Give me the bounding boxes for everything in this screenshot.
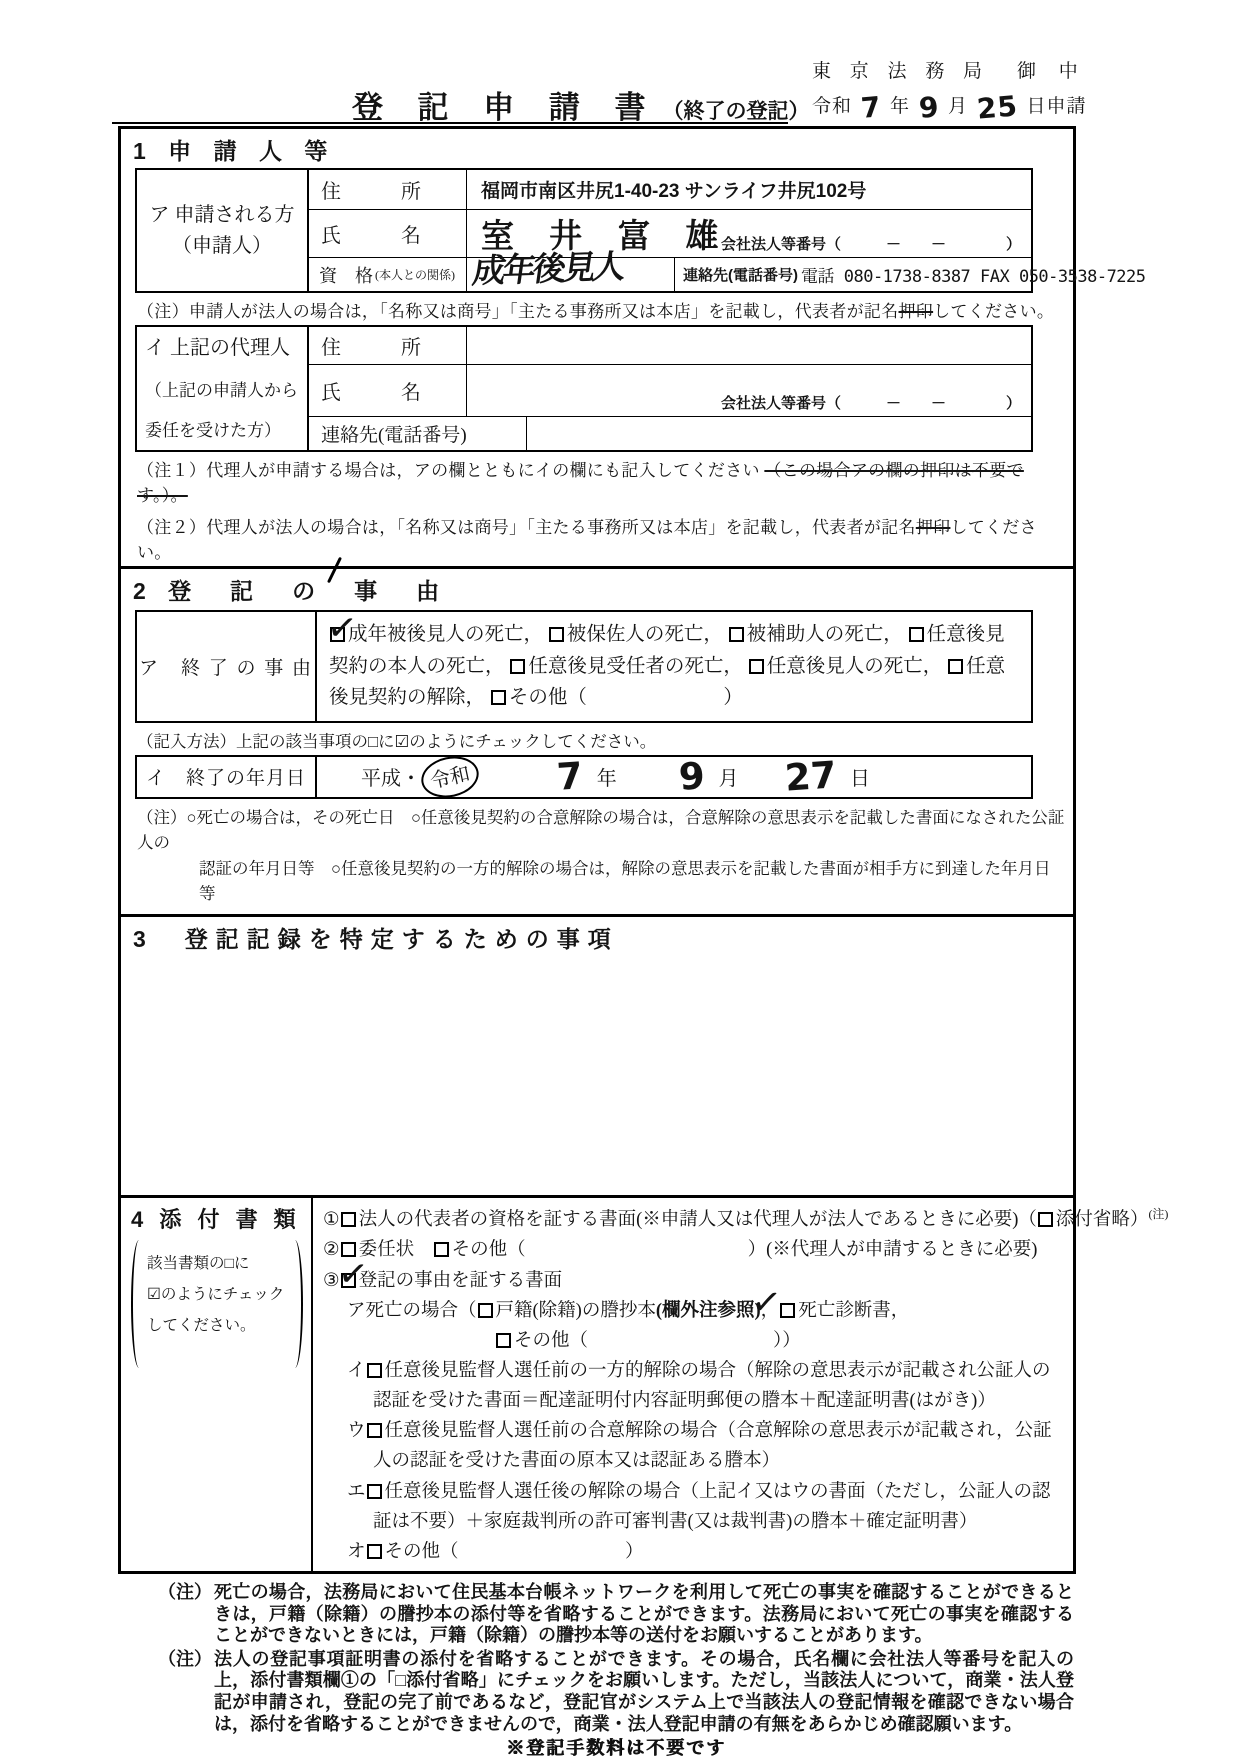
checkbox-sub-a-other[interactable] bbox=[496, 1333, 511, 1348]
fee-exemption-note: ※登記手数料は不要です bbox=[506, 1738, 726, 1759]
section2-registration-reason bbox=[121, 566, 1073, 914]
checkbox-attachment-other[interactable] bbox=[367, 1544, 382, 1559]
footer-note-2-text: 法人の登記事項証明書の添付を省略することができます。その場合，氏名欄に会社法人等番号を記入の上，添付書類欄①の「□添付省略」にチェックをお願いします。ただし，当該法人について，商業・法人登記が申請され，登記の完了前であるなど，登記官がシステム上で当該法人の登記情報を確認できない場合は，添付を省略することができませんので，商業・法人登記申請の有無をあらかじめ確認願います。 bbox=[214, 1648, 1074, 1734]
applicant-contact-field bbox=[675, 258, 1146, 291]
applicant-row-label bbox=[137, 170, 309, 291]
date-month-handwritten: 9 bbox=[917, 90, 941, 125]
date-year-unit: 年 bbox=[890, 96, 911, 117]
agent-row-label bbox=[137, 327, 309, 450]
agent-name-row bbox=[309, 364, 1031, 416]
agent-contact-row bbox=[309, 416, 1031, 450]
checkbox-proof-of-registration-reason[interactable] bbox=[341, 1273, 356, 1288]
contact-phone-fax-value: 電話 080-1738-8387 FAX 050-3538-7225 bbox=[801, 267, 1146, 287]
form-body bbox=[118, 126, 1169, 1574]
attachment-sub-a: ア死亡の場合（ 戸籍(除籍)の謄抄本(欄外注参照)， ✓ 死亡診断書， bbox=[323, 1296, 1065, 1326]
agent-contact-value-empty bbox=[527, 417, 1031, 450]
checkbox-reason-other[interactable] bbox=[491, 690, 506, 705]
struck-text: （この場合アの欄の押印は不要です。）。 bbox=[137, 461, 1024, 505]
office-line bbox=[812, 56, 1232, 83]
header-right-block bbox=[812, 56, 1232, 124]
section2-note-line1: （注）○死亡の場合は，その死亡日 ○任意後見契約の合意解除の場合は，合意解除の意思表示を記載した書面になされた公証人の bbox=[137, 807, 1065, 853]
corporate-number-label: 会社法人等番号（ － － ） bbox=[720, 236, 1021, 253]
section1-applicants bbox=[121, 129, 1146, 566]
applicant-qualification-row bbox=[309, 246, 1146, 291]
attachment-item-1: ① 法人の代表者の資格を証する書面(※申請人又は代理人が法人であるときに必要)（ 添付省略）$^{(注)}$ bbox=[323, 1207, 1169, 1231]
checkbox-family-register-copy[interactable] bbox=[478, 1303, 493, 1318]
applicant-address-row bbox=[309, 170, 1031, 209]
page-title bbox=[352, 82, 809, 127]
address-label: 住 所 bbox=[309, 170, 467, 209]
side-instruction-line1: 該当書類の□に bbox=[147, 1255, 250, 1273]
applicant-label-line1: ア 申請される方 bbox=[149, 203, 295, 226]
applicant-address-value: 福岡市南区井尻1-40-23 サンライフ井尻102号 bbox=[481, 181, 867, 202]
checkbox-item2-other[interactable] bbox=[434, 1242, 449, 1257]
checkbox-contract-cancellation[interactable] bbox=[948, 659, 963, 674]
section4-left-column bbox=[121, 1198, 311, 1571]
attachment-items bbox=[311, 1198, 1169, 1571]
checkbox-person-under-curatorship-death[interactable] bbox=[549, 627, 564, 642]
checkbox-voluntary-guardianship-principal-death[interactable] bbox=[909, 627, 924, 642]
footer-note-1-text: 死亡の場合，法務局において住民基本台帳ネットワークを利用して死亡の事実を確認することができるときは，戸籍（除籍）の謄抄本の添付等を省略することができます。法務局において死亡の事実を確認することができないときには，戸籍（除籍）の謄抄本等の送付をお願いすることがあります。 bbox=[214, 1582, 1074, 1646]
termination-month-handwritten: 9 bbox=[677, 754, 706, 799]
era-option-heisei: 平成・ bbox=[361, 768, 421, 791]
agent-label-line2: （上記の申請人から bbox=[145, 380, 298, 400]
left-paren-drawing bbox=[131, 1240, 147, 1368]
termination-date-label: イ 終了の年月日 bbox=[137, 757, 317, 797]
year-unit: 年 bbox=[596, 768, 617, 791]
date-year-handwritten: 7 bbox=[859, 90, 883, 125]
checkbox-voluntary-guardian-designate-death[interactable] bbox=[510, 659, 525, 674]
agent-note-2: （注２）代理人が法人の場合は，「名称又は商号」「主たる事務所又は本店」を記載し，代表者が記名押印してください。 bbox=[137, 518, 1037, 562]
attachment-sub-i: イ 任意後見監督人選任前の一方的解除の場合（解除の意思表示が記載され公証人の認証を受けた書面＝配達証明付内容証明郵便の謄本＋配達証明書(はがき)） bbox=[347, 1361, 1051, 1412]
applicant-name-row bbox=[309, 209, 1031, 257]
footer-note-1-label: （注） bbox=[158, 1582, 212, 1602]
checkbox-voluntary-guardian-death[interactable] bbox=[749, 659, 764, 674]
date-month-unit: 月 bbox=[948, 96, 969, 117]
footer-notes bbox=[158, 1582, 1074, 1760]
termination-date-table bbox=[135, 755, 1033, 799]
checkbox-person-under-assistance-death[interactable] bbox=[729, 627, 744, 642]
agent-note-1: （注１）代理人が申請する場合は，アの欄とともにイの欄にも記入してください （この場合アの欄の押印は不要です。）。 bbox=[137, 461, 1024, 505]
qualification-label: 資 格 (本人との関係) bbox=[309, 258, 467, 291]
agent-label-line1: イ 上記の代理人 bbox=[145, 337, 290, 359]
agent-contact-label: 連絡先(電話番号) bbox=[309, 417, 527, 450]
qualification-sublabel: (本人との関係) bbox=[375, 268, 455, 282]
agent-table bbox=[135, 325, 1033, 452]
checkbox-cancellation-after-supervisor[interactable] bbox=[367, 1484, 382, 1499]
application-date bbox=[812, 91, 1232, 124]
termination-reason-options: ✓成年被後見人の死亡， 被保佐人の死亡， 被補助人の死亡， 任意後見契約の本人の死亡， 任意後見受任者の死亡， 任意後見人の死亡， 任意後見契約の解除， その他（ ） bbox=[317, 612, 1031, 721]
side-instruction-line2: ☑のようにチェック bbox=[147, 1286, 285, 1304]
struck-text: 押印 bbox=[915, 518, 951, 537]
section2-note-line2: 認証の年月日等 ○任意後見契約の一方的解除の場合は，解除の意思表示を記載した書面が相手方に到達した年月日等 bbox=[199, 858, 1051, 904]
form-title: 登 記 申 請 書 bbox=[352, 90, 659, 125]
section2-note bbox=[121, 799, 1073, 914]
section3-heading: 3 登記記録を特定するための事項 bbox=[133, 925, 619, 952]
checkbox-death-certificate[interactable] bbox=[780, 1303, 795, 1318]
struck-text: 押印 bbox=[898, 302, 934, 321]
applicant-name-value: 室 井 富 雄 bbox=[481, 217, 732, 254]
section1-heading: 1 申 請 人 等 bbox=[133, 138, 336, 164]
day-unit: 日 bbox=[850, 768, 870, 791]
checkbox-attachment-omitted[interactable] bbox=[1038, 1212, 1053, 1227]
termination-year-handwritten: 7 bbox=[555, 754, 585, 799]
checkbox-corporate-representative-certificate[interactable] bbox=[341, 1212, 356, 1227]
attachment-sub-e: エ 任意後見監督人選任後の解除の場合（上記イ又はウの書面（ただし，公証人の認証は不要）＋家庭裁判所の許可審判書(又は裁判書)の謄本＋確定証明書） bbox=[347, 1481, 1051, 1532]
month-unit: 月 bbox=[718, 768, 739, 791]
section2-heading: 2 登 記 の 事 由 bbox=[121, 569, 1073, 608]
footer-note-1 bbox=[158, 1582, 1074, 1647]
footer-note-2-label: （注） bbox=[158, 1648, 212, 1669]
checkbox-mutual-cancellation-before-supervisor[interactable] bbox=[367, 1423, 382, 1438]
checkbox-instruction-note: （記入方法）上記の該当事項の□に☑のようにチェックしてください。 bbox=[137, 731, 657, 751]
section3-record-identification bbox=[121, 914, 1073, 1195]
termination-day-handwritten: 27 bbox=[783, 753, 838, 800]
termination-reason-table bbox=[135, 610, 1033, 723]
attachment-item-3: ③ ✓ 登記の事由を証する書面 bbox=[323, 1266, 1065, 1296]
attachment-sub-a-other: その他（ ）） bbox=[323, 1326, 1065, 1356]
attachment-item-2: ② 委任状 その他（ ）(※代理人が申請するときに必要) bbox=[323, 1240, 1038, 1261]
date-era-label: 令和 bbox=[812, 96, 853, 117]
agent-corporate-number-label: 会社法人等番号（ － － ） bbox=[720, 395, 1021, 412]
termination-reason-label: ア 終 了 の 事 由 bbox=[137, 612, 317, 721]
applicant-table bbox=[135, 168, 1146, 293]
date-day-unit: 日申請 bbox=[1026, 96, 1087, 117]
agent-name-label: 氏 名 bbox=[309, 365, 467, 416]
contact-label: 連絡先(電話番号) bbox=[683, 267, 798, 284]
section4-attachments bbox=[121, 1195, 1169, 1571]
footer-note-2 bbox=[158, 1649, 1074, 1735]
termination-date-value bbox=[317, 753, 1031, 800]
margin-note-reference: (欄外注参照) bbox=[655, 1300, 761, 1321]
era-circle-annotation: 令和 bbox=[417, 751, 482, 802]
qualification-field bbox=[467, 246, 675, 291]
agent-address-label: 住 所 bbox=[309, 327, 467, 364]
office-honorific: 御 中 bbox=[1017, 61, 1087, 82]
section4-heading: 4 添 付 書 類 bbox=[131, 1207, 301, 1233]
office-name: 東 京 法 務 局 bbox=[812, 61, 990, 82]
item1-note-marker: (注) bbox=[1148, 1207, 1169, 1222]
agent-name-value-empty bbox=[467, 365, 1031, 416]
agent-label-line3: 委任を受けた方） bbox=[145, 420, 281, 440]
applicant-corporate-note: （注）申請人が法人の場合は，「名称又は商号」「主たる事務所又は本店」を記載し，代表者が記名押印してください。 bbox=[137, 302, 1055, 321]
date-day-handwritten: 25 bbox=[975, 89, 1020, 126]
name-label: 氏 名 bbox=[309, 210, 467, 257]
qualification-handwritten-value: 成年後見人 bbox=[470, 246, 626, 291]
agent-address-row bbox=[309, 327, 1031, 364]
checkbox-unilateral-cancellation-before-supervisor[interactable] bbox=[367, 1363, 382, 1378]
agent-address-value-empty bbox=[467, 327, 1031, 364]
section4-side-instruction bbox=[139, 1244, 297, 1345]
attachment-sub-o: オ その他（ ） bbox=[347, 1541, 644, 1562]
title-underline bbox=[112, 122, 788, 124]
attachment-sub-u: ウ 任意後見監督人選任前の合意解除の場合（合意解除の意思表示が記載され，公証人の認証を受けた書面の原本又は認証ある謄本） bbox=[347, 1421, 1052, 1472]
right-paren-drawing bbox=[287, 1240, 303, 1368]
side-instruction-line3: してください。 bbox=[147, 1317, 256, 1335]
applicant-label-line2: （申請人） bbox=[172, 234, 272, 257]
checkbox-adult-ward-death[interactable] bbox=[330, 627, 345, 642]
form-title-subtitle: （終了の登記） bbox=[662, 100, 810, 123]
